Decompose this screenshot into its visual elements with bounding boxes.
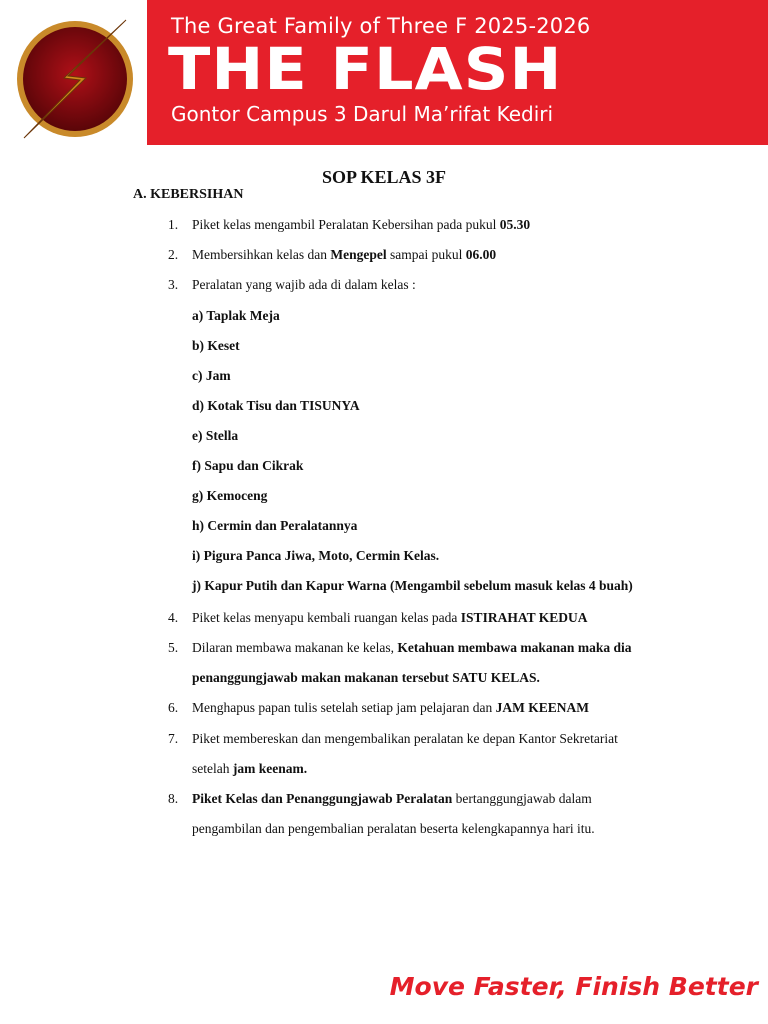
item-number: 6. (168, 700, 179, 715)
item-text: Piket kelas mengambil Peralatan Kebersihan pada pukul 05.30 (192, 217, 531, 232)
header-campus: Gontor Campus 3 Darul Ma’rifat Kediri (171, 102, 554, 126)
item-number: 1. (168, 217, 179, 232)
item-number: 4. (168, 610, 179, 625)
item-number: 8. (168, 791, 179, 806)
header-banner (0, 0, 768, 150)
item-number: 5. (168, 640, 179, 655)
header-subtitle: The Great Family of Three F 2025-2026 (171, 14, 591, 38)
item-number: 3. (168, 277, 179, 292)
footer-tagline: Move Faster, Finish Better (389, 972, 758, 1001)
item-text: Menghapus papan tulis setelah setiap jam pelajaran dan JAM KEENAM (192, 700, 590, 715)
flash-logo-icon (14, 18, 136, 140)
item-number: 7. (168, 731, 179, 746)
item-number: 2. (168, 247, 179, 262)
header-title: THE FLASH (168, 35, 563, 103)
item-text: Peralatan yang wajib ada di dalam kelas : (192, 277, 416, 292)
item-text: Dilaran membawa makanan ke kelas, Ketahuan membawa makanan maka dia (192, 640, 632, 655)
item-text: Piket kelas menyapu kembali ruangan kelas pada ISTIRAHAT KEDUA (192, 610, 588, 625)
section-heading: A. KEBERSIHAN (133, 187, 244, 202)
document-title: SOP KELAS 3F (321, 167, 447, 187)
item-text: Membersihkan kelas dan Mengepel sampai pukul 06.00 (192, 247, 497, 262)
item-text: Piket Kelas dan Penanggungjawab Peralatan bertanggungjawab dalam (192, 791, 592, 806)
item-text: Piket membereskan dan mengembalikan peralatan ke depan Kantor Sekretariat (192, 731, 618, 746)
